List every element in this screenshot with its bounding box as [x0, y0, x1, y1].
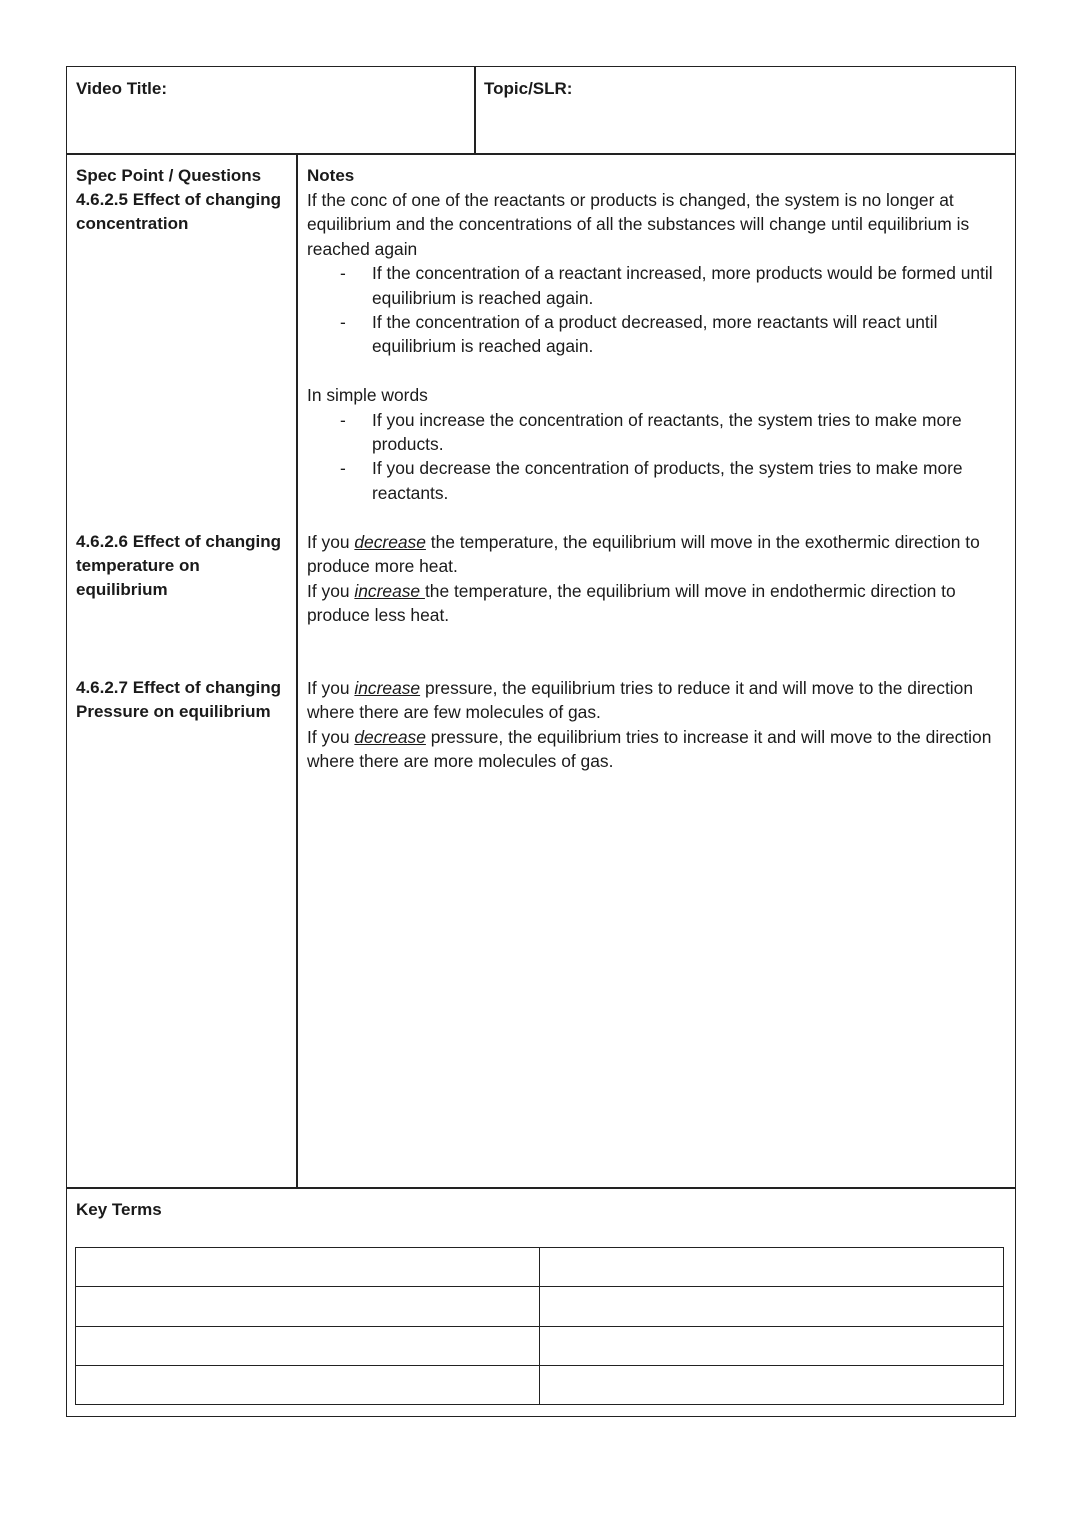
list-item: - If you increase the concentration of reactants, the system tries to make more products.: [307, 408, 1007, 457]
table-row: [76, 1287, 1004, 1326]
emphasis-increase: increase: [354, 580, 425, 601]
list-item: - If you decrease the concentration of products, the system tries to make more reactants.: [307, 456, 1007, 505]
definition-cell[interactable]: [540, 1287, 1004, 1326]
simple-words-bullets: [307, 408, 1007, 506]
table-row: [76, 1365, 1004, 1404]
emphasis-decrease: decrease: [354, 726, 426, 747]
topic-slr-label: Topic/SLR:: [484, 79, 573, 98]
list-item: - If the concentration of a reactant increased, more products would be formed until equilibrium is reached again.: [307, 261, 1007, 310]
spec-notes-divider: [296, 153, 298, 1188]
table-row: [76, 1248, 1004, 1287]
emphasis-increase: increase: [354, 678, 421, 698]
pressure-line-1: If you increase pressure, the equilibrium tries to reduce it and will move to the direction where there are few molecules of gas.: [307, 678, 974, 723]
notes-label: Notes: [307, 166, 355, 185]
key-terms-top-rule: [66, 1187, 1016, 1189]
header-bottom-rule: [66, 153, 1016, 155]
spec-temperature: 4.6.2.6 Effect of changing temperature on equilibrium: [76, 532, 281, 599]
spec-pressure: 4.6.2.7 Effect of changing Pressure on equilibrium: [76, 678, 281, 721]
notes-concentration: [307, 188, 1007, 505]
concentration-bullets: [307, 261, 1007, 359]
simple-words-heading: In simple words: [307, 385, 428, 406]
header-divider: [474, 66, 476, 154]
spec-concentration: 4.6.2.5 Effect of changing concentration: [76, 190, 281, 233]
notes-pressure: [307, 676, 1007, 774]
key-term-cell[interactable]: [76, 1248, 540, 1287]
concentration-intro: If the conc of one of the reactants or products is changed, the system is no longer at equilibrium and the concentrations of all the substances will change until equilibrium is reached again: [307, 190, 970, 259]
definition-cell[interactable]: [540, 1326, 1004, 1365]
emphasis-decrease: decrease: [354, 532, 426, 552]
temperature-line-2: If you increase the temperature, the equilibrium will move in endothermic direction to produce less heat.: [307, 580, 956, 626]
key-term-cell[interactable]: [76, 1287, 540, 1326]
definition-cell[interactable]: [540, 1248, 1004, 1287]
table-row: [76, 1326, 1004, 1365]
notes-temperature: [307, 530, 1007, 628]
list-item: - If the concentration of a product decreased, more reactants will react until equilibrium is reached again.: [307, 310, 1007, 359]
key-term-cell[interactable]: [76, 1326, 540, 1365]
key-term-cell[interactable]: [76, 1365, 540, 1404]
pressure-line-2: If you decrease pressure, the equilibrium tries to increase it and will move to the direction where there are more molecules of gas.: [307, 726, 992, 772]
spec-point-label: Spec Point / Questions: [76, 166, 262, 185]
key-terms-table: [75, 1247, 1004, 1405]
video-title-label: Video Title:: [76, 79, 168, 98]
temperature-line-1: If you decrease the temperature, the equilibrium will move in the exothermic direction to produce more heat.: [307, 532, 980, 577]
key-terms-label: Key Terms: [76, 1200, 162, 1219]
definition-cell[interactable]: [540, 1365, 1004, 1404]
